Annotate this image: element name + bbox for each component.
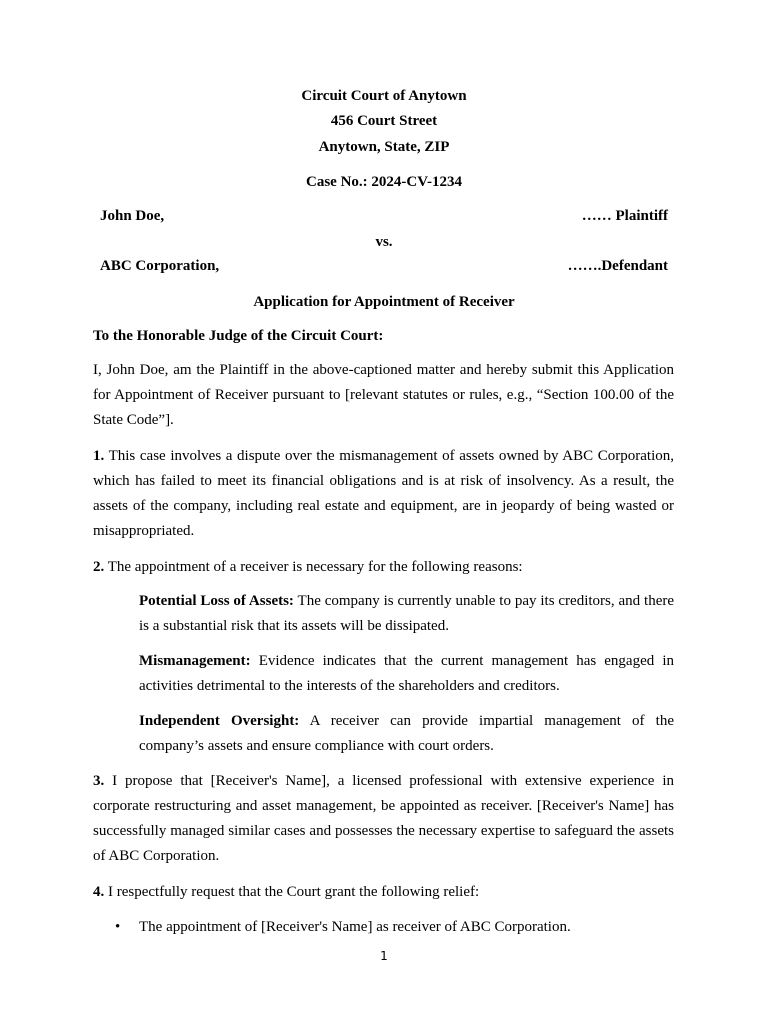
bullet-icon: • xyxy=(115,919,121,935)
plaintiff-row xyxy=(100,206,668,226)
court-city-line: Anytown, State, ZIP xyxy=(318,139,450,155)
salutation: To the Honorable Judge of the Circuit Court: xyxy=(93,328,384,344)
paragraph-3-number: 3. xyxy=(93,773,105,789)
relief-item-text: The appointment of [Receiver's Name] as receiver of ABC Corporation. xyxy=(139,919,571,935)
case-number: Case No.: 2024-CV-1234 xyxy=(306,174,462,190)
page-number: 1 xyxy=(380,949,388,963)
versus-label: vs. xyxy=(375,234,393,250)
paragraph-3 xyxy=(93,769,674,869)
paragraph-4-text: I respectfully request that the Court grant the following relief: xyxy=(104,884,480,900)
reason-item xyxy=(139,709,674,759)
paragraph-2 xyxy=(93,555,674,580)
paragraph-2-number: 2. xyxy=(93,559,105,575)
court-street: 456 Court Street xyxy=(330,113,438,129)
defendant-role: …….Defendant xyxy=(567,258,668,274)
reason-text: The company is currently unable to pay its creditors, and there is a substantial risk that its assets will be dissipated. xyxy=(139,593,674,634)
reason-text: Evidence indicates that the current management has engaged in activities detrimental to the interests of the shareholders and creditors. xyxy=(139,653,674,694)
paragraph-1-text: This case involves a dispute over the mismanagement of assets owned by ABC Corporation, which has failed to meet its financial obligations and is at risk of insolvency. As a result, the assets of the company, including real estate and equipment, are in jeopardy of being wasted or misappropriated. xyxy=(93,448,674,539)
defendant-name: ABC Corporation, xyxy=(100,258,220,274)
reason-item xyxy=(139,589,674,639)
plaintiff-name: John Doe, xyxy=(100,208,165,224)
court-name: Circuit Court of Anytown xyxy=(301,88,467,104)
reason-title: Independent Oversight: xyxy=(139,713,300,729)
defendant-row xyxy=(100,256,668,276)
reason-text: A receiver can provide impartial management of the company’s assets and ensure compliance with court orders. xyxy=(139,713,675,754)
paragraph-1 xyxy=(93,444,674,544)
paragraph-3-text: I propose that [Receiver's Name], a licensed professional with extensive experience in corporate restructuring and asset management, be appointed as receiver. [Receiver's Name] has successfully managed similar cases and possesses the necessary expertise to safeguard the assets of ABC Corporation. xyxy=(93,773,674,864)
paragraph-1-number: 1. xyxy=(93,448,105,464)
paragraph-4 xyxy=(93,880,674,905)
intro-paragraph: I, John Doe, am the Plaintiff in the above-captioned matter and hereby submit this Application for Appointment of Receiver pursuant to [relevant statutes or rules, e.g., “Section 100.00 of the State Code”]. xyxy=(93,362,674,428)
paragraph-2-text: The appointment of a receiver is necessary for the following reasons: xyxy=(104,559,523,575)
reason-title: Mismanagement: xyxy=(139,653,251,669)
plaintiff-role: …… Plaintiff xyxy=(581,208,668,224)
document-title: Application for Appointment of Receiver xyxy=(253,294,515,310)
reason-item xyxy=(139,649,674,699)
reason-title: Potential Loss of Assets: xyxy=(139,593,294,609)
paragraph-4-number: 4. xyxy=(93,884,105,900)
